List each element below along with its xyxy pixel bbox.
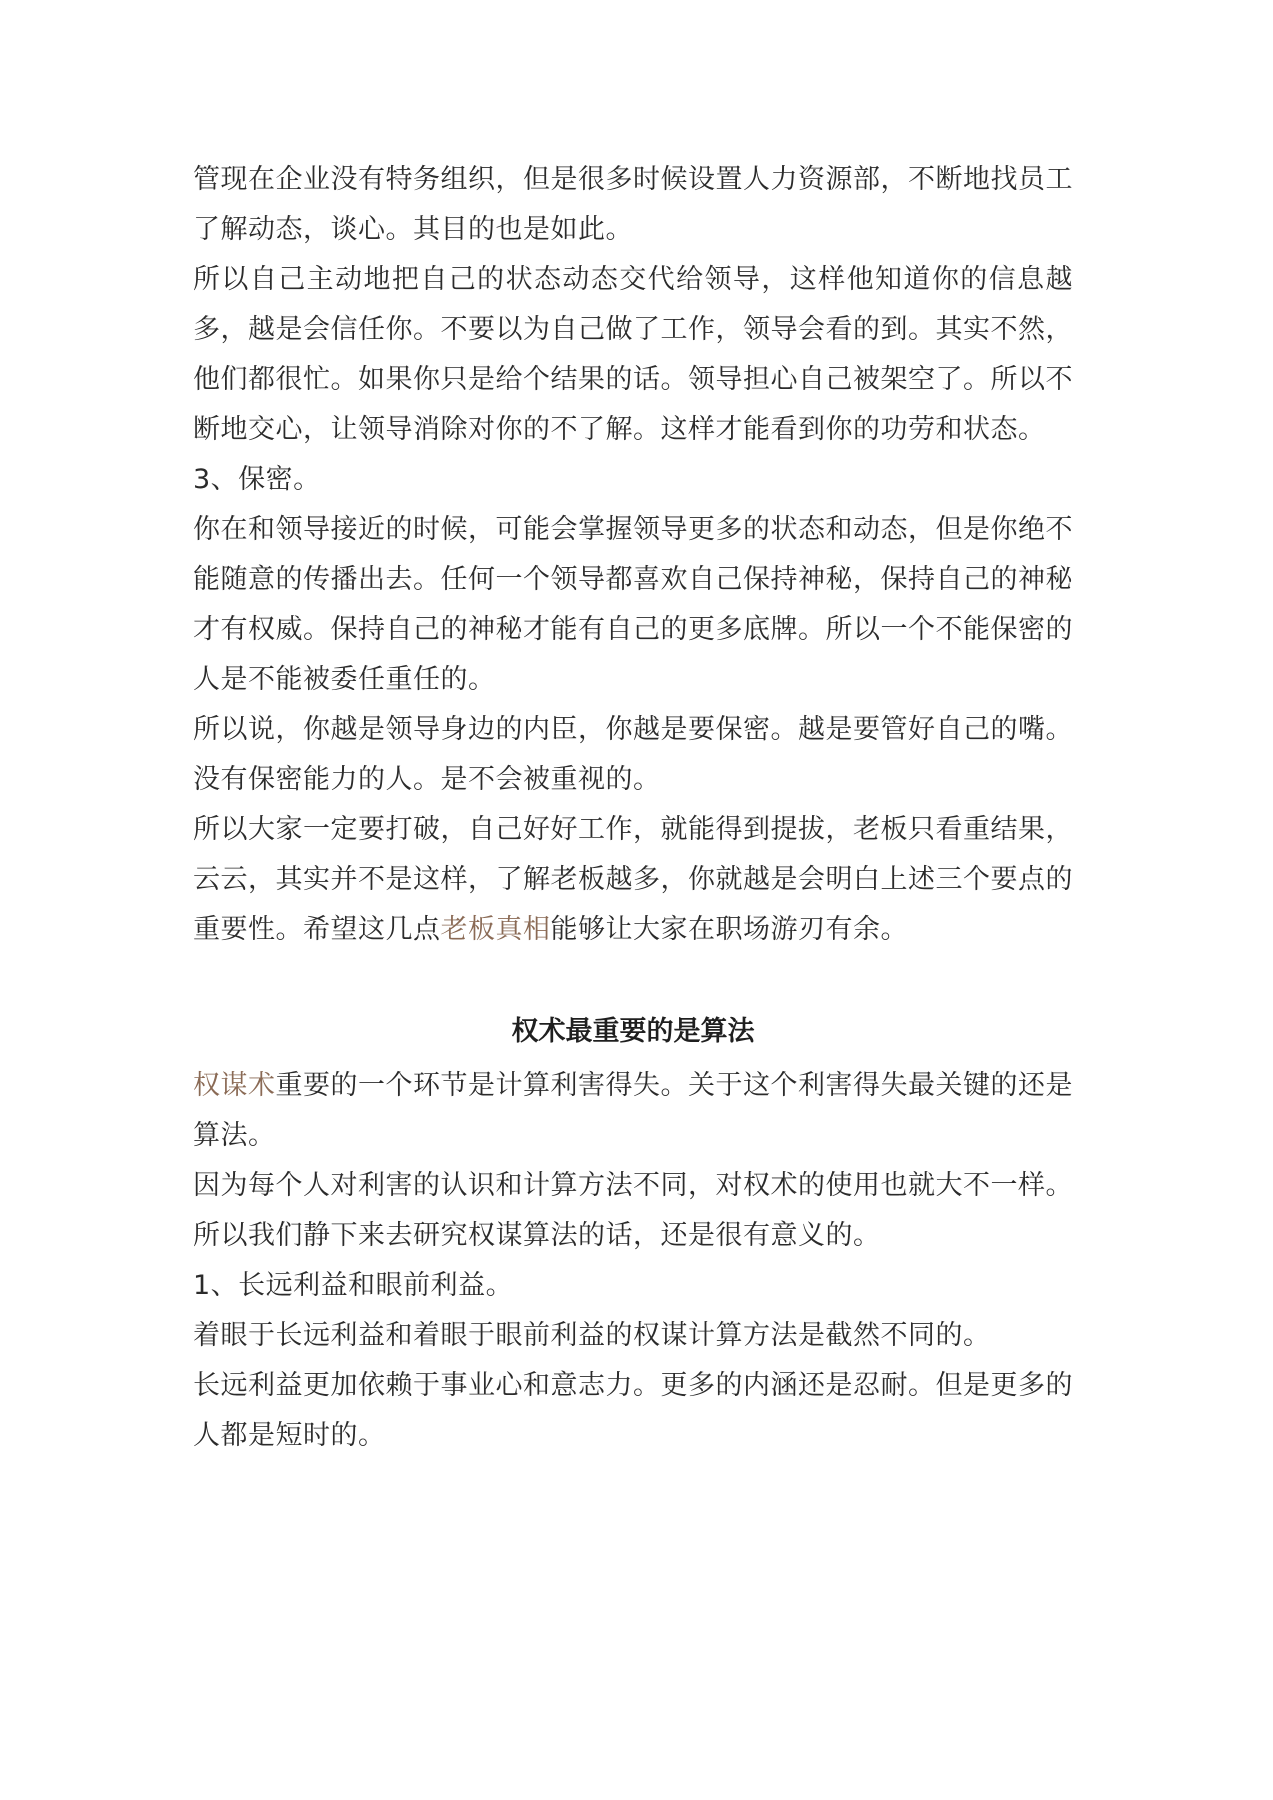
- boss-truth-link[interactable]: 老板真相: [440, 914, 551, 945]
- section-title: 权术最重要的是算法: [511, 1016, 755, 1047]
- paragraph-research-meaning: 所以我们静下来去研究权谋算法的话，还是很有意义的。: [193, 1220, 881, 1251]
- paragraph-keep-secret: 你在和领导接近的时候，可能会掌握领导更多的状态和动态，但是你绝不能随意的传播出去。任何一个领导都喜欢自己保持神秘，保持自己的神秘才有权威。保持自己的神秘才能有自己的更多底牌。所以一个不能保密的人是不能被委任重任的。: [193, 514, 1073, 695]
- paragraph-different-calculation: 着眼于长远利益和着眼于眼前利益的权谋计算方法是截然不同的。: [193, 1320, 991, 1351]
- paragraph-point-3-heading: 3、保密。: [193, 464, 321, 495]
- paragraph-long-term-interest: 长远利益更加依赖于事业心和意志力。更多的内涵还是忍耐。但是更多的人都是短时的。: [193, 1370, 1073, 1451]
- section-spacer: [193, 955, 1073, 1007]
- calculation-text: 重要的一个环节是计算利害得失。关于这个利害得失最关键的还是算法。: [193, 1070, 1073, 1151]
- paragraph-report-status: 所以自己主动地把自己的状态动态交代给领导，这样他知道你的信息越多，越是会信任你。不要以为自己做了工作，领导会看的到。其实不然，他们都很忙。如果你只是给个结果的话。领导担心自己被架空了。所以不断地交心，让领导消除对你的不了解。这样才能看到你的功劳和状态。: [193, 264, 1073, 445]
- document-page: [193, 155, 1073, 1461]
- paragraph-inner-circle: 所以说，你越是领导身边的内臣，你越是要保密。越是要管好自己的嘴。没有保密能力的人。是不会被重视的。: [193, 714, 1073, 795]
- paragraph-different-methods: 因为每个人对利害的认识和计算方法不同，对权术的使用也就大不一样。: [193, 1170, 1073, 1201]
- paragraph-conclusion: [193, 805, 1073, 955]
- paragraph-point-1-heading: 1、长远利益和眼前利益。: [193, 1270, 514, 1301]
- conclusion-text-after: 能够让大家在职场游刃有余。: [550, 914, 908, 945]
- paragraph-calculation: [193, 1061, 1073, 1161]
- power-strategy-link[interactable]: 权谋术: [193, 1070, 276, 1101]
- conclusion-text-before: 所以大家一定要打破，自己好好工作，就能得到提拔，老板只看重结果，云云，其实并不是这样，了解老板越多，你就越是会明白上述三个要点的重要性。希望这几点: [193, 814, 1073, 945]
- paragraph-hr-analogy: 管现在企业没有特务组织，但是很多时候设置人力资源部，不断地找员工了解动态，谈心。其目的也是如此。: [193, 164, 1073, 245]
